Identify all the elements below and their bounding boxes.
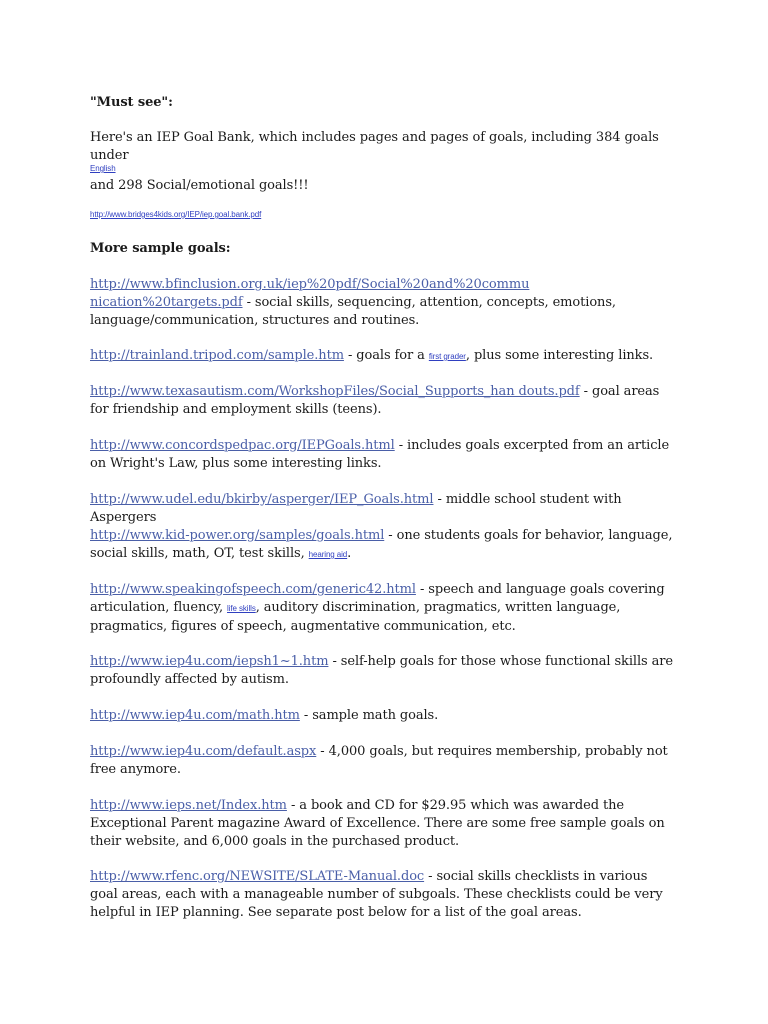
entry-description: - speech and language goals covering articulation, fluency, bbox=[90, 582, 665, 615]
entry-link[interactable]: http://trainland.tripod.com/sample.htm bbox=[90, 348, 344, 363]
list-item bbox=[90, 743, 678, 779]
entry-link[interactable]: http://www.texasautism.com/WorkshopFiles/Social_Supports_han douts.pdf bbox=[90, 384, 580, 399]
english-link[interactable]: English bbox=[90, 164, 116, 173]
entry-description: - social skills checklists in various goal areas, each with a manageable number of subgoals. These checklists could be very helpful in IEP planning. See separate post below for a list of the goal areas. bbox=[90, 869, 663, 920]
list-item bbox=[90, 581, 678, 636]
intro-text: Here's an IEP Goal Bank, which includes pages and pages of goals, including 384 goals under bbox=[90, 130, 659, 163]
intro-paragraph bbox=[90, 129, 678, 184]
entry-description: - goal areas for friendship and employment skills (teens). bbox=[90, 384, 660, 417]
goal-bank-link-line bbox=[90, 208, 678, 221]
entry-description: - middle school student with Aspergers bbox=[90, 492, 622, 525]
list-item bbox=[90, 868, 678, 922]
list-item bbox=[90, 276, 678, 330]
entry-description: - self-help goals for those whose functional skills are profoundly affected by autism. bbox=[90, 654, 673, 687]
list-item bbox=[90, 527, 678, 564]
list-item bbox=[90, 707, 678, 725]
entry-description-end: , plus some interesting links. bbox=[465, 348, 654, 363]
entry-description-end: . bbox=[347, 546, 352, 561]
list-item bbox=[90, 491, 678, 527]
entry-description: - 4,000 goals, but requires membership, probably not free anymore. bbox=[90, 744, 668, 777]
goal-bank-link[interactable]: http://www.bridges4kids.org/IEP/iep.goal.bank.pdf bbox=[90, 210, 262, 219]
entry-description: - a book and CD for $29.95 which was awarded the Exceptional Parent magazine Award of Excellence. There are some free sample goals on their website, and 6,000 goals in the purchased product. bbox=[90, 798, 665, 849]
entry-link[interactable]: http://www.iep4u.com/default.aspx bbox=[90, 744, 317, 759]
entry-link[interactable]: http://www.concordspedpac.org/IEPGoals.html bbox=[90, 438, 395, 453]
entry-description: - includes goals excerpted from an article on Wright's Law, plus some interesting links. bbox=[90, 438, 670, 471]
more-goals-heading: More sample goals: bbox=[90, 241, 231, 256]
entry-link[interactable]: http://www.ieps.net/Index.htm bbox=[90, 798, 287, 813]
social-goals-text: and 298 Social/emotional goals!!! bbox=[90, 178, 309, 193]
entry-description-end: , auditory discrimination, pragmatics, written language, pragmatics, figures of speech, augmentative communication, etc. bbox=[90, 600, 621, 634]
list-item bbox=[90, 347, 678, 366]
entry-link[interactable]: http://www.kid-power.org/samples/goals.html bbox=[90, 528, 385, 543]
entry-description: - sample math goals. bbox=[299, 708, 439, 723]
entry-description: - one students goals for behavior, language, social skills, math, OT, test skills, bbox=[90, 528, 673, 561]
list-item bbox=[90, 653, 678, 689]
entry-link[interactable]: http://www.bfinclusion.org.uk/iep%20pdf/Social%20and%20commu nication%20targets.pdf bbox=[90, 277, 530, 310]
first-grader-link[interactable]: first grader bbox=[428, 352, 466, 361]
list-item bbox=[90, 383, 678, 419]
entry-link[interactable]: http://www.iep4u.com/iepsh1~1.htm bbox=[90, 654, 329, 669]
list-item bbox=[90, 797, 678, 851]
entry-link[interactable]: http://www.rfenc.org/NEWSITE/SLATE-Manual.doc bbox=[90, 869, 425, 884]
entry-description: - goals for a bbox=[343, 348, 429, 363]
entry-link[interactable]: http://www.udel.edu/bkirby/asperger/IEP_Goals.html bbox=[90, 492, 434, 507]
hearing-aid-link[interactable]: hearing aid bbox=[308, 550, 348, 559]
entry-description: - social skills, sequencing, attention, concepts, emotions, language/communication, structures and routines. bbox=[90, 295, 616, 328]
entry-link[interactable]: http://www.speakingofspeech.com/generic42.html bbox=[90, 582, 416, 597]
list-item bbox=[90, 437, 678, 473]
entry-link[interactable]: http://www.iep4u.com/math.htm bbox=[90, 708, 300, 723]
must-see-heading: "Must see": bbox=[90, 95, 173, 110]
life-skills-link[interactable]: life skills bbox=[227, 604, 256, 613]
